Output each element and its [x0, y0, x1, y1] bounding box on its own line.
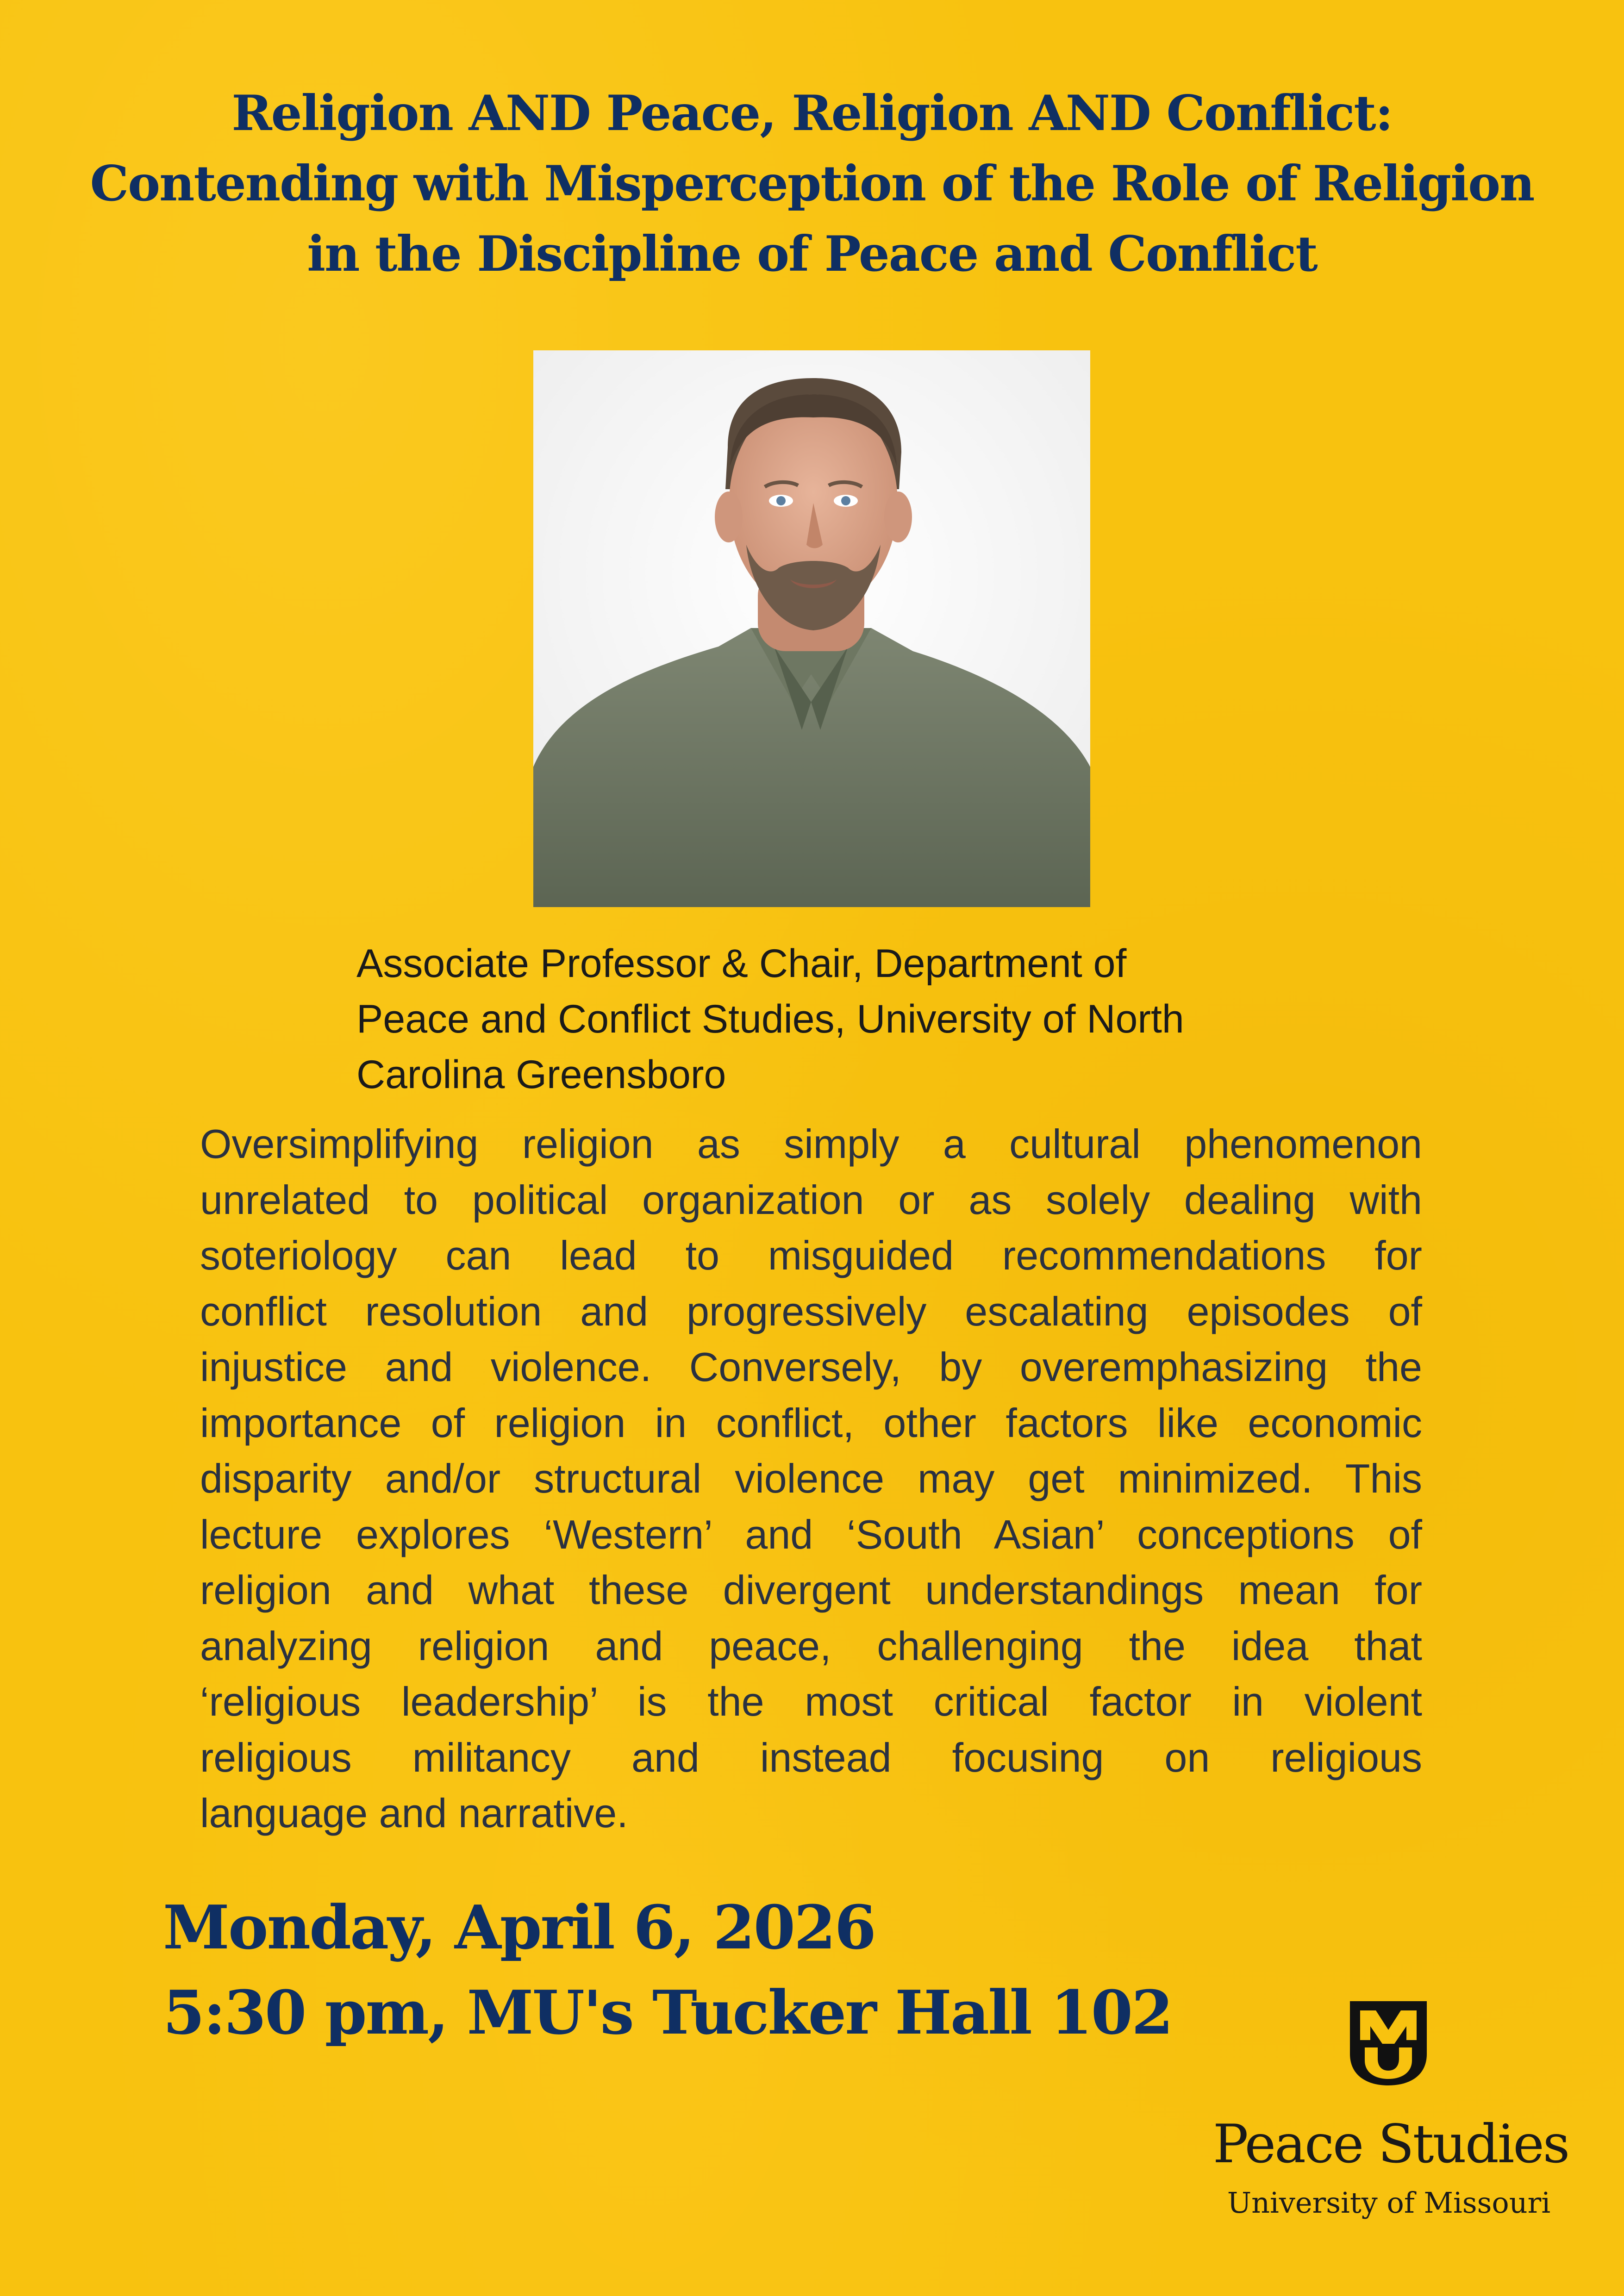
event-time-location: 5:30 pm, MU's Tucker Hall 102	[163, 1977, 1172, 2048]
abstract-line: importance of religion in conflict, other factors like economic	[200, 1400, 1422, 1446]
abstract-line: conflict resolution and progressively escalating episodes of	[200, 1288, 1422, 1334]
abstract-line: Oversimplifying religion as simply a cultural phenomenon	[200, 1121, 1422, 1167]
lecture-abstract	[200, 1116, 1422, 1842]
abstract-line: ‘religious leadership’ is the most critical factor in violent	[200, 1679, 1422, 1724]
abstract-line: religious militancy and instead focusing on religious	[200, 1734, 1422, 1780]
mizzou-mu-logo-icon	[1346, 1997, 1430, 2088]
abstract-line: injustice and violence. Conversely, by overemphasizing the	[200, 1344, 1422, 1390]
speaker-affiliation	[356, 936, 1421, 1102]
speaker-photo	[533, 350, 1090, 907]
abstract-line: lecture explores ‘Western’ and ‘South Asian’ conceptions of	[200, 1511, 1422, 1557]
abstract-line: language and narrative.	[200, 1790, 628, 1836]
title-line: in the Discipline of Peace and Conflict	[307, 225, 1317, 282]
affiliation-line: Associate Professor & Chair, Department of	[356, 941, 1127, 986]
title-line: Contending with Misperception of the Role of Religion	[90, 155, 1534, 212]
abstract-line: religion and what these divergent understandings mean for	[200, 1567, 1422, 1613]
abstract-line: disparity and/or structural violence may get minimized. This	[200, 1456, 1422, 1501]
logo-subtitle: University of Missouri	[1227, 2186, 1551, 2220]
event-date: Monday, April 6, 2026	[163, 1892, 875, 1963]
affiliation-line: Peace and Conflict Studies, University of North	[356, 997, 1184, 1041]
title-line: Religion AND Peace, Religion AND Conflict:	[231, 84, 1393, 142]
affiliation-line: Carolina Greensboro	[356, 1052, 726, 1097]
logo-name: Peace Studies	[1213, 2113, 1569, 2175]
abstract-line: soteriology can lead to misguided recommendations for	[200, 1232, 1422, 1278]
poster-title	[0, 78, 1624, 289]
abstract-line: analyzing religion and peace, challenging the idea that	[200, 1623, 1422, 1669]
abstract-line: unrelated to political organization or as solely dealing with	[200, 1176, 1422, 1223]
